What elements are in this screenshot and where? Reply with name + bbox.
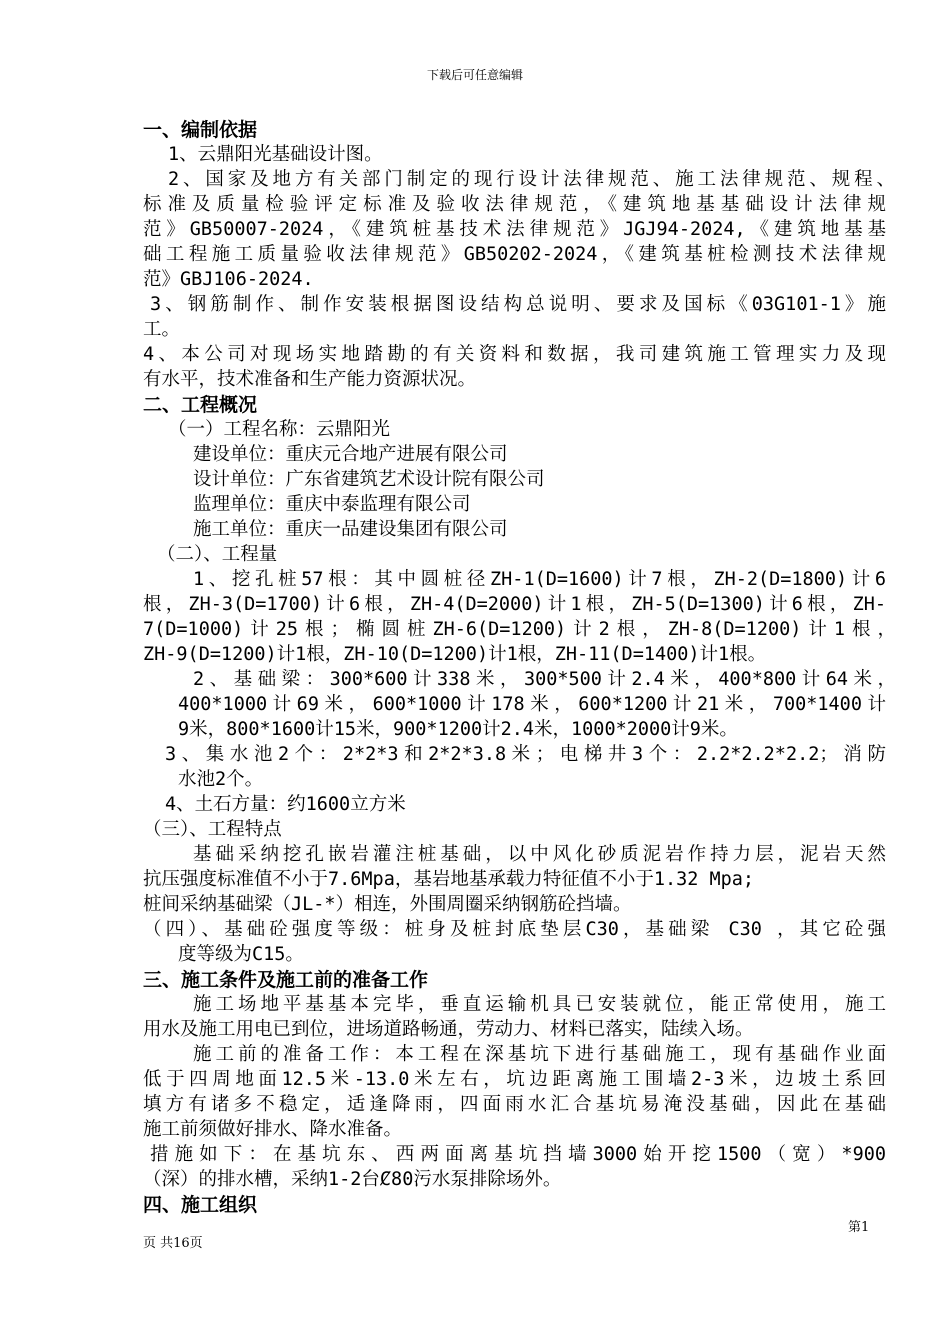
section-heading: 三、施工条件及施工前的准备工作	[143, 969, 429, 991]
text-line: （三）、工程特点	[143, 819, 282, 840]
text-line: （一）工程名称：云鼎阳光	[168, 419, 391, 440]
text-line: 2、国家及地方有关部门制定的现行设计法律规范、施工法律规范、规程、	[168, 169, 895, 190]
section-heading: 一、编制依据	[143, 119, 258, 141]
text-line: 设计单位：广东省建筑艺术设计院有限公司	[193, 469, 545, 490]
text-line: 2、基础梁：300*600计338米，300*500计2.4米，400*800计64米，	[193, 669, 896, 690]
text-line: 抗压强度标准值不小于7.6Mpa，基岩地基承载力特征值不小于1.32 Mpa;	[143, 869, 755, 890]
text-line: 400*1000计69米，600*1000计178米，600*1200计21米，700*1400计	[178, 694, 886, 715]
text-line: 施工场地平基基本完毕，垂直运输机具已安装就位，能正常使用，施工	[193, 994, 886, 1015]
text-line: 工。	[143, 319, 181, 340]
page-header: 下载后可任意编辑	[426, 68, 523, 82]
text-line: 建设单位：重庆元合地产进展有限公司	[193, 444, 508, 465]
text-line: 填方有诸多不稳定，适逢降雨，四面雨水汇合基坑易淹没基础，因此在基础	[143, 1094, 886, 1115]
text-line: 1、挖孔桩57根：其中圆桩径ZH-1(D=1600)计7根，ZH-2(D=1800)计6	[193, 569, 886, 590]
text-line: 1、云鼎阳光基础设计图。	[168, 144, 383, 165]
page-number: 第1	[848, 1220, 870, 1235]
text-line: 础工程施工质量验收法律规范》GB50202-2024，《建筑基桩检测技术法律规	[143, 244, 886, 265]
text-line: 水池2个。	[178, 769, 264, 790]
text-line: 标准及质量检验评定标准及验收法律规范，《建筑地基基础设计法律规	[143, 194, 886, 215]
text-line: 桩间采纳基础梁（JL-*）相连，外围周圈采纳钢筋砼挡墙。	[143, 894, 632, 915]
text-line: 4、本公司对现场实地踏勘的有关资料和数据，我司建筑施工管理实力及现	[143, 344, 886, 365]
text-line: 有水平，技术准备和生产能力资源状况。	[143, 369, 477, 390]
text-line: 监理单位：重庆中泰监理有限公司	[193, 494, 471, 515]
text-line: 3、钢筋制作、制作安装根据图设结构总说明、要求及国标《03G101-1》施	[150, 294, 886, 315]
text-line: 范》GBJ106-2024.	[143, 269, 314, 290]
section-heading: 四、施工组织	[143, 1194, 258, 1216]
text-line: 根，ZH-3(D=1700)计6根，ZH-4(D=2000)计1根，ZH-5(D=1300)计6根，ZH-	[143, 594, 886, 615]
text-line: （二）、工程量	[157, 544, 278, 565]
text-line: 施工前的准备工作：本工程在深基坑下进行基础施工，现有基础作业面	[193, 1044, 886, 1065]
text-line: 措施如下：在基坑东、西两面离基坑挡墙3000始开挖1500（宽）*900	[150, 1144, 886, 1165]
text-line: 范》GB50007-2024，《建筑桩基技术法律规范》JGJ94-2024,《建筑地基基	[143, 219, 886, 240]
text-line: 3、集水池2个：2*2*3和2*2*3.8米；电梯井3个：2.2*2.2*2.2；消防	[165, 744, 886, 765]
text-line: 基础采纳挖孔嵌岩灌注桩基础，以中风化砂质泥岩作持力层，泥岩天然	[193, 844, 886, 865]
text-line: （四）、基础砼强度等级：桩身及桩封底垫层C30，基础梁 C30 ，其它砼强	[143, 919, 886, 940]
text-line: （深）的排水槽，采纳1-2台Ȼ80污水泵排除场外。	[143, 1169, 562, 1190]
text-line: 施工前须做好排水、降水准备。	[143, 1119, 403, 1140]
text-line: 7(D=1000)计25根；椭圆桩ZH-6(D=1200)计2根，ZH-8(D=1200)计1根，	[143, 619, 896, 640]
text-line: 9米，800*1600计15米，900*1200计2.4米，1000*2000计9米。	[178, 719, 738, 740]
text-line: 低于四周地面12.5米-13.0米左右，坑边距离施工围墙2-3米，边坡土系回	[143, 1069, 886, 1090]
text-line: ZH-9(D=1200)计1根，ZH-10(D=1200)计1根，ZH-11(D=1400)计1根。	[143, 644, 767, 665]
text-line: 度等级为C15。	[178, 944, 304, 965]
text-line: 用水及施工用电已到位，进场道路畅通，劳动力、材料已落实，陆续入场。	[143, 1019, 754, 1040]
page-total: 页 共16页	[143, 1236, 203, 1251]
text-line: 施工单位：重庆一品建设集团有限公司	[193, 519, 508, 540]
section-heading: 二、工程概况	[143, 394, 258, 416]
text-line: 4、土石方量：约1600立方米	[165, 794, 406, 815]
